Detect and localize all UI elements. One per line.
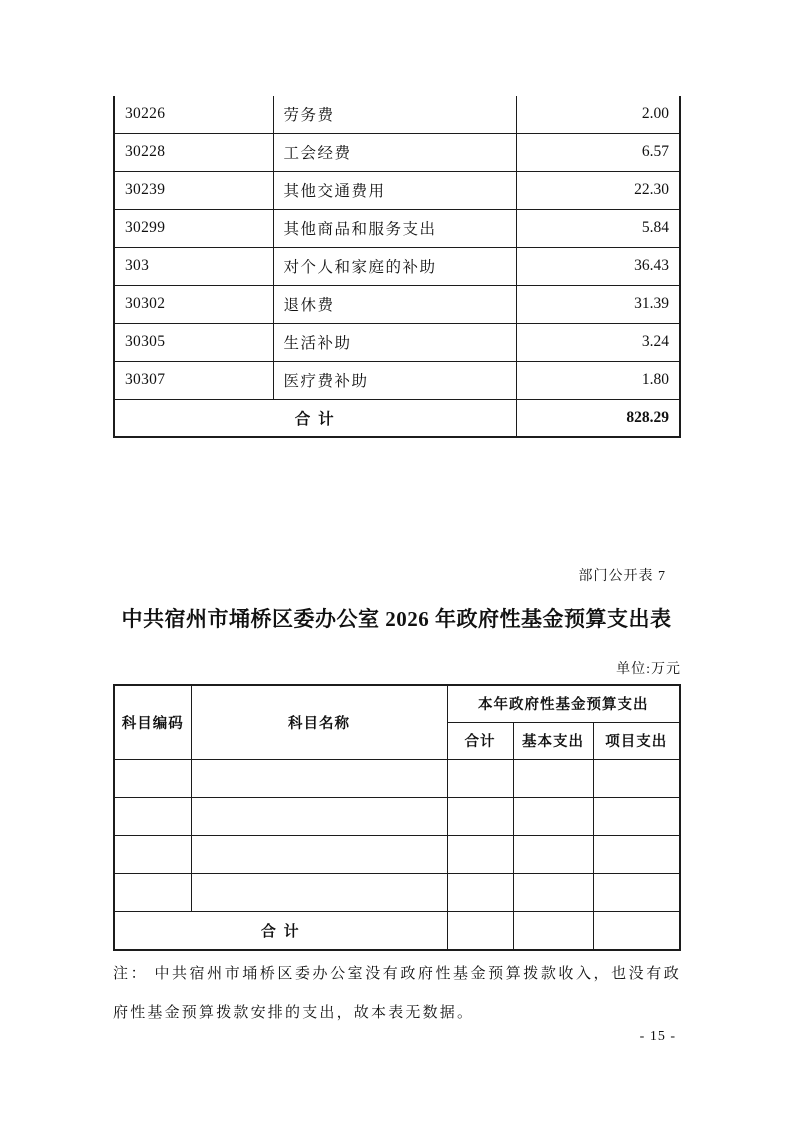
footnote: 注： 中共宿州市埇桥区委办公室没有政府性基金预算拨款收入，也没有政府性基金预算拨款安排的支出，故本表无数据。 bbox=[113, 966, 681, 1021]
subject-name: 医疗费补助 bbox=[273, 361, 516, 399]
subject-name: 生活补助 bbox=[273, 323, 516, 361]
empty-row bbox=[114, 759, 680, 797]
subject-name: 其他商品和服务支出 bbox=[273, 209, 516, 247]
amount-value: 36.43 bbox=[516, 247, 680, 285]
amount-value: 1.80 bbox=[516, 361, 680, 399]
subject-code: 30239 bbox=[114, 171, 273, 209]
header-group: 本年政府性基金预算支出 bbox=[447, 685, 680, 722]
subject-name: 劳务费 bbox=[273, 96, 516, 133]
subject-code: 30305 bbox=[114, 323, 273, 361]
total-amount bbox=[447, 911, 513, 950]
table-row bbox=[114, 323, 680, 361]
subject-code: 30226 bbox=[114, 96, 273, 133]
table-row bbox=[114, 285, 680, 323]
total-project-expense bbox=[593, 911, 680, 950]
header-subject-name: 科目名称 bbox=[191, 685, 447, 759]
fund-budget-table bbox=[113, 684, 681, 951]
subject-code: 303 bbox=[114, 247, 273, 285]
header-row bbox=[114, 685, 680, 722]
subject-code: 30302 bbox=[114, 285, 273, 323]
table-corner-label: 部门公开表 7 bbox=[578, 569, 666, 584]
amount-value: 22.30 bbox=[516, 171, 680, 209]
page-number: - 15 - bbox=[639, 1029, 676, 1044]
subject-code: 30299 bbox=[114, 209, 273, 247]
total-amount: 828.29 bbox=[516, 399, 680, 437]
subject-code: 30228 bbox=[114, 133, 273, 171]
table-row bbox=[114, 171, 680, 209]
amount-value: 3.24 bbox=[516, 323, 680, 361]
amount-value: 6.57 bbox=[516, 133, 680, 171]
total-basic-expense bbox=[513, 911, 593, 950]
subject-name: 退休费 bbox=[273, 285, 516, 323]
table-row bbox=[114, 247, 680, 285]
header-project-expense: 项目支出 bbox=[593, 722, 680, 759]
page-title: 中共宿州市埇桥区委办公室 2026 年政府性基金预算支出表 bbox=[121, 607, 672, 631]
subject-name: 其他交通费用 bbox=[273, 171, 516, 209]
table-row bbox=[114, 361, 680, 399]
empty-row bbox=[114, 797, 680, 835]
header-basic-expense: 基本支出 bbox=[513, 722, 593, 759]
table-row bbox=[114, 96, 680, 133]
total-row bbox=[114, 911, 680, 950]
header-subject-code: 科目编码 bbox=[114, 685, 191, 759]
subject-code: 30307 bbox=[114, 361, 273, 399]
expenditure-detail-table bbox=[113, 96, 681, 438]
subject-name: 对个人和家庭的补助 bbox=[273, 247, 516, 285]
unit-label: 单位:万元 bbox=[616, 662, 681, 677]
total-row bbox=[114, 399, 680, 437]
empty-row bbox=[114, 835, 680, 873]
header-total: 合计 bbox=[447, 722, 513, 759]
empty-row bbox=[114, 873, 680, 911]
table-row bbox=[114, 209, 680, 247]
total-label: 合 计 bbox=[114, 911, 447, 950]
subject-name: 工会经费 bbox=[273, 133, 516, 171]
total-label: 合 计 bbox=[114, 399, 516, 437]
amount-value: 31.39 bbox=[516, 285, 680, 323]
table-row bbox=[114, 133, 680, 171]
amount-value: 5.84 bbox=[516, 209, 680, 247]
amount-value: 2.00 bbox=[516, 96, 680, 133]
